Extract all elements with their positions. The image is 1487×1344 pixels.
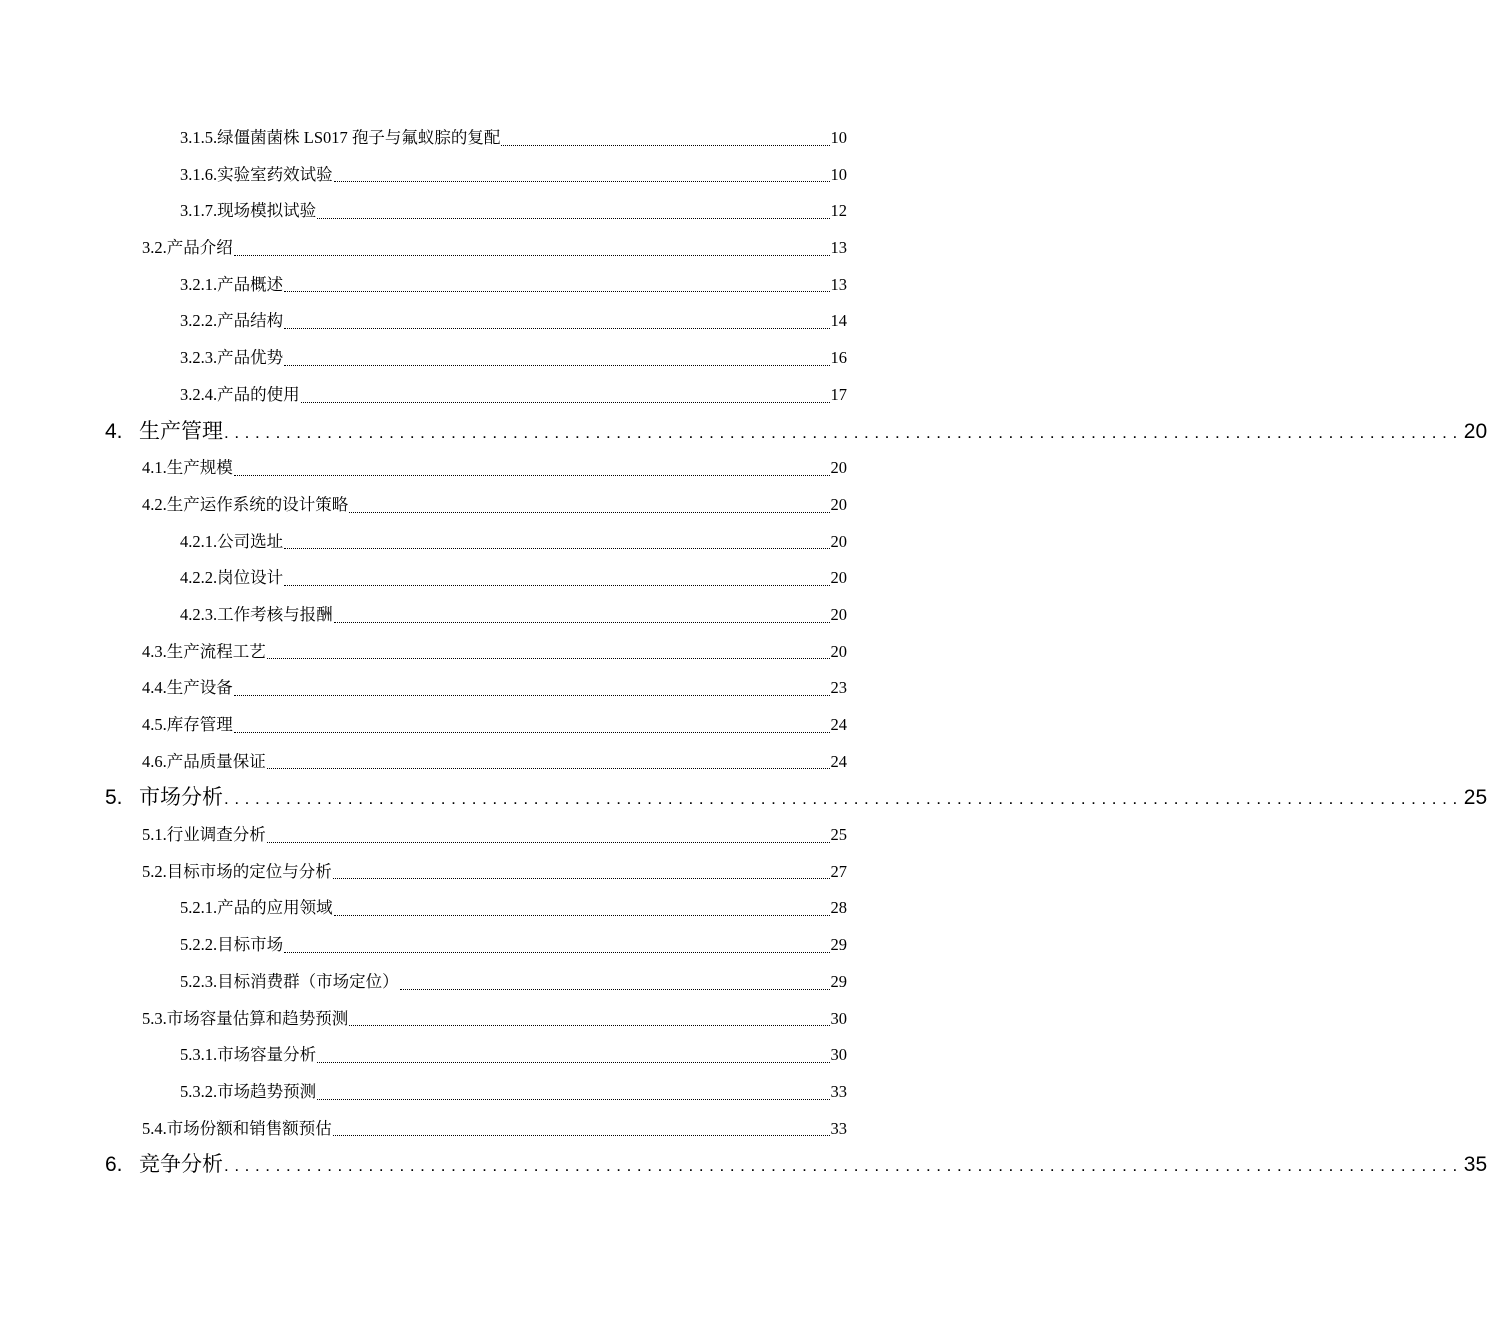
- dot-leader: [284, 291, 829, 292]
- toc-page-number: 17: [830, 384, 847, 404]
- dot-leader: [284, 365, 829, 366]
- toc-page-number: 20: [830, 641, 847, 661]
- toc-entry-label: 5.3.1.市场容量分析: [180, 1045, 317, 1065]
- toc-page-number: 20: [830, 494, 847, 514]
- toc-entry-label: 4.6.产品质量保证: [142, 751, 266, 771]
- toc-page-number: 27: [830, 861, 847, 881]
- dot-leader: [317, 1099, 829, 1100]
- toc-entry-label: 4.1.生产规模: [142, 458, 233, 478]
- toc-entry[interactable]: [180, 964, 847, 1001]
- toc-page-number: 29: [830, 971, 847, 991]
- toc-entry-label: 4.3.生产流程工艺: [142, 641, 266, 661]
- dot-leader: [267, 768, 830, 769]
- toc-page-number: 20: [830, 604, 847, 624]
- dot-leader: ........................................................................................................................: [224, 422, 1463, 442]
- toc-page-number: 14: [830, 311, 847, 331]
- dot-leader: [317, 1062, 829, 1063]
- toc-entry-label: 5.2.3.目标消费群（市场定位）: [180, 971, 399, 991]
- toc-page-number: 24: [830, 751, 847, 771]
- toc-entry[interactable]: [180, 890, 847, 927]
- dot-leader: [317, 218, 829, 219]
- toc-entry-label: 4.2.1.公司选址: [180, 531, 284, 551]
- dot-leader: [334, 915, 830, 916]
- toc-page-number: 29: [830, 935, 847, 955]
- toc-entry[interactable]: [180, 1037, 847, 1074]
- dot-leader: [234, 695, 830, 696]
- toc-page-number: 33: [830, 1118, 847, 1138]
- toc-entry[interactable]: [180, 120, 847, 157]
- toc-entry-label: 5.3.市场容量估算和趋势预测: [142, 1008, 349, 1028]
- toc-page-number: 12: [830, 201, 847, 221]
- toc-entry[interactable]: [180, 560, 847, 597]
- toc-entry-label: 4.2.生产运作系统的设计策略: [142, 494, 349, 514]
- toc-page-number: 10: [830, 164, 847, 184]
- toc-page-number: 30: [830, 1008, 847, 1028]
- toc-chapter-number: 4.: [105, 419, 123, 443]
- toc-entry-label: 3.1.7.现场模拟试验: [180, 201, 317, 221]
- toc-entry-label: 3.2.产品介绍: [142, 238, 233, 258]
- toc-entry[interactable]: [180, 340, 847, 377]
- toc-entry[interactable]: [180, 927, 847, 964]
- toc-entry[interactable]: [180, 377, 847, 414]
- toc-page-number: 13: [830, 238, 847, 258]
- toc-entry[interactable]: [142, 854, 847, 891]
- toc-entry[interactable]: [180, 1074, 847, 1111]
- toc-chapter-title: 竞争分析: [139, 1153, 223, 1177]
- dot-leader: [501, 145, 829, 146]
- toc-entry[interactable]: [142, 744, 847, 781]
- toc-entry[interactable]: [142, 1001, 847, 1038]
- toc-entry-label: 4.4.生产设备: [142, 678, 233, 698]
- toc-entry[interactable]: [180, 193, 847, 230]
- toc-entry-label: 3.2.3.产品优势: [180, 348, 284, 368]
- toc-chapter-title: 生产管理: [139, 419, 223, 443]
- toc-entry-label: 3.2.4.产品的使用: [180, 384, 300, 404]
- toc-entry[interactable]: [105, 414, 1487, 451]
- toc-page-number: 25: [830, 825, 847, 845]
- toc-page-number: 20: [1463, 419, 1487, 443]
- toc-page-number: 16: [830, 348, 847, 368]
- dot-leader: [400, 989, 830, 990]
- toc-page-number: 30: [830, 1045, 847, 1065]
- toc-page-number: 20: [830, 458, 847, 478]
- dot-leader: [234, 255, 830, 256]
- toc-page-number: 23: [830, 678, 847, 698]
- toc-entry[interactable]: [142, 230, 847, 267]
- dot-leader: [284, 328, 829, 329]
- toc-page-number: 10: [830, 128, 847, 147]
- toc-chapter-title: 市场分析: [139, 786, 223, 810]
- toc-entry-label: 3.1.5.绿僵菌菌株 LS017 孢子与氟蚁腙的复配: [180, 128, 501, 147]
- toc-entry[interactable]: [105, 1147, 1487, 1184]
- dot-leader: [301, 402, 830, 403]
- toc-entry-label: 4.2.3.工作考核与报酬: [180, 604, 333, 624]
- toc-entry-label: 4.2.2.岗位设计: [180, 568, 284, 588]
- toc-entry[interactable]: [142, 634, 847, 671]
- toc-page-number: 25: [1463, 786, 1487, 810]
- toc-page-number: 24: [830, 715, 847, 734]
- dot-leader: [267, 658, 830, 659]
- toc-entry-label: 5.3.2.市场趋势预测: [180, 1081, 317, 1101]
- toc-page-number: 13: [830, 274, 847, 294]
- toc-entry-label: 5.2.1.产品的应用领域: [180, 898, 333, 918]
- dot-leader: [234, 732, 830, 733]
- toc-entry[interactable]: [142, 1111, 847, 1148]
- toc-chapter-number: 6.: [105, 1153, 123, 1177]
- toc-entry[interactable]: [142, 817, 847, 854]
- dot-leader: [334, 181, 830, 182]
- toc-entry[interactable]: [142, 707, 847, 744]
- dot-leader: [334, 622, 830, 623]
- dot-leader: [284, 952, 829, 953]
- dot-leader: [333, 1135, 830, 1136]
- dot-leader: [267, 842, 830, 843]
- toc-entry-label: 5.2.2.目标市场: [180, 935, 284, 955]
- toc-entry[interactable]: [180, 597, 847, 634]
- toc-entry-label: 3.2.2.产品结构: [180, 311, 284, 331]
- toc-entry-label: 5.4.市场份额和销售额预估: [142, 1118, 332, 1138]
- dot-leader: [349, 1025, 829, 1026]
- table-of-contents: [0, 120, 1487, 1184]
- toc-page-number: 28: [830, 898, 847, 918]
- toc-chapter-number: 5.: [105, 786, 123, 810]
- toc-entry-label: [105, 780, 223, 817]
- toc-entry[interactable]: [180, 524, 847, 561]
- dot-leader: [349, 512, 829, 513]
- toc-entry[interactable]: [180, 267, 847, 304]
- toc-entry[interactable]: [142, 450, 847, 487]
- toc-entry-label: 5.1.行业调查分析: [142, 825, 266, 845]
- toc-page-number: 35: [1463, 1153, 1487, 1177]
- toc-entry[interactable]: [180, 303, 847, 340]
- dot-leader: ........................................................................................................................: [224, 789, 1463, 809]
- dot-leader: [284, 548, 829, 549]
- toc-entry-label: [105, 414, 223, 451]
- toc-page-number: 20: [830, 568, 847, 588]
- dot-leader: [284, 585, 829, 586]
- toc-entry[interactable]: [142, 487, 847, 524]
- toc-entry-label: [105, 1147, 223, 1184]
- toc-entry[interactable]: [180, 157, 847, 194]
- toc-entry-label: 4.5.库存管理: [142, 715, 233, 734]
- toc-entry-label: 3.2.1.产品概述: [180, 274, 284, 294]
- toc-entry-label: 5.2.目标市场的定位与分析: [142, 861, 332, 881]
- toc-entry[interactable]: [142, 670, 847, 707]
- toc-entry[interactable]: [105, 780, 1487, 817]
- dot-leader: [234, 475, 830, 476]
- toc-page-number: 33: [830, 1081, 847, 1101]
- toc-entry-label: 3.1.6.实验室药效试验: [180, 164, 333, 184]
- toc-page-number: 20: [830, 531, 847, 551]
- dot-leader: ........................................................................................................................: [224, 1156, 1463, 1176]
- dot-leader: [333, 878, 830, 879]
